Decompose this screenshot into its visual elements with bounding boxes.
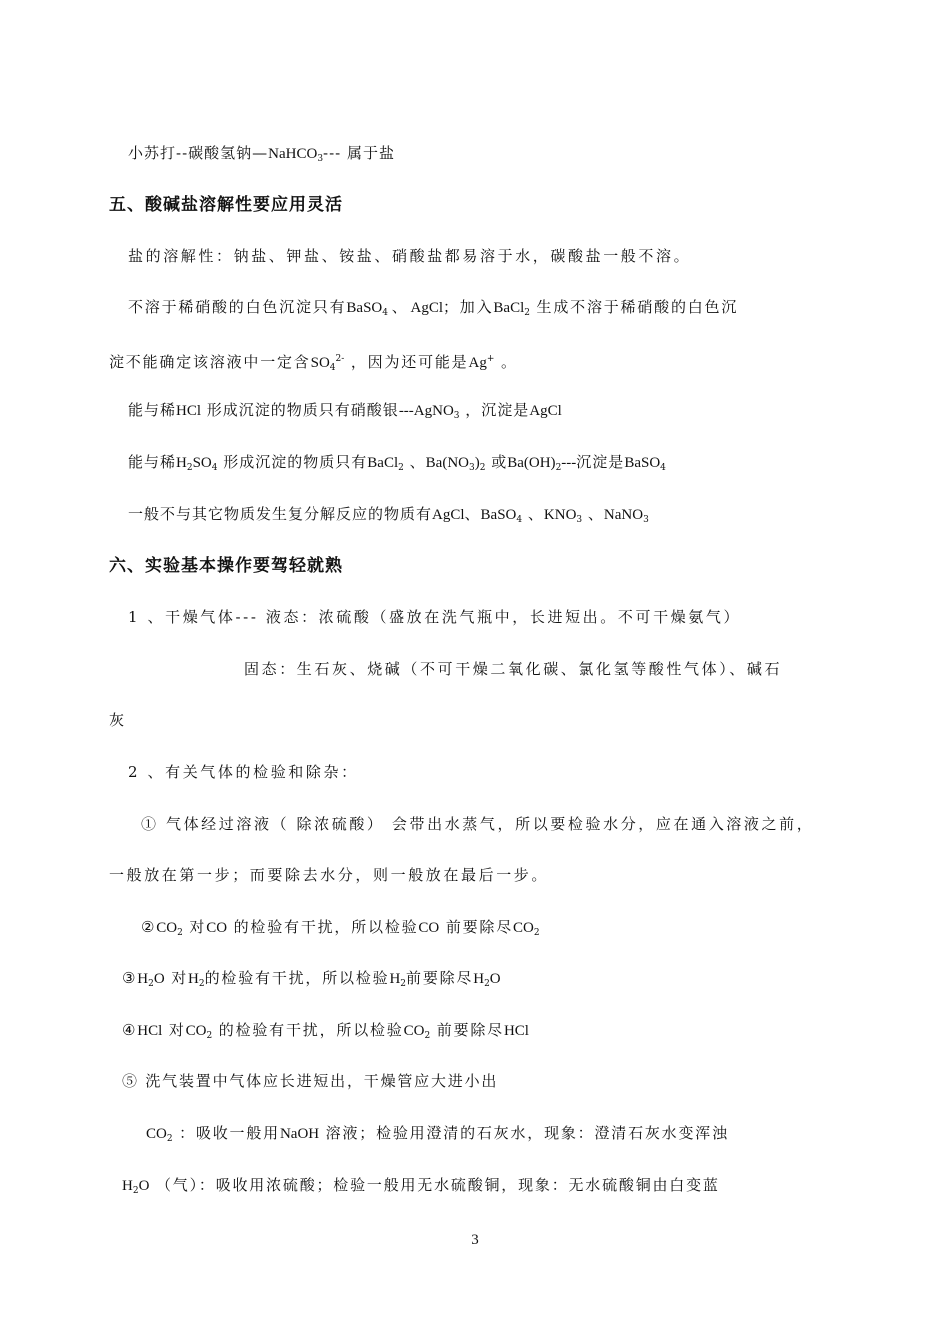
text-line xyxy=(122,1020,529,1046)
formula: AgCl xyxy=(529,403,562,419)
text-line: 一般放在第一步；而要除去水分，则一般放在最后一步。 xyxy=(109,866,550,884)
text-span: 、 xyxy=(582,505,604,523)
formula: HCl xyxy=(176,403,202,419)
formula: SO xyxy=(310,355,330,371)
subscript: 2 xyxy=(132,1186,139,1196)
text-line xyxy=(122,1175,720,1201)
formula: Ba(NO xyxy=(425,455,469,471)
formula: Ag xyxy=(468,355,487,371)
text-line: 固态：生石灰、烧碱（不可干燥二氧化碳、氯化氢等酸性气体）、碱石 xyxy=(244,660,783,678)
text-span: 对 xyxy=(164,969,189,987)
text-span: 的检验有干扰，所以检验 xyxy=(227,918,419,936)
text-line xyxy=(128,297,738,323)
formula: CO xyxy=(206,920,228,936)
formula: 、 AgCl xyxy=(387,300,443,316)
subscript: 3 xyxy=(643,515,649,525)
text-span: 对 xyxy=(162,1021,186,1039)
subscript: 4 xyxy=(660,463,666,473)
text-line: 灰 xyxy=(109,711,127,729)
subscript: 2 xyxy=(177,928,183,938)
section-heading: 五、酸碱盐溶解性要应用灵活 xyxy=(109,195,343,215)
text-span: 生成不溶于稀硝酸的白色沉 xyxy=(529,298,739,316)
text-span: ② xyxy=(141,918,157,936)
formula: O xyxy=(138,1178,150,1194)
subscript: 2 xyxy=(479,463,486,473)
text-span: ，沉淀是 xyxy=(459,401,530,419)
text-line: 2 、有关气体的检验和除杂： xyxy=(128,763,359,781)
text-line xyxy=(128,400,562,426)
formula: SO xyxy=(192,455,212,471)
text-span: （气）：吸收用浓硫酸；检验一般用无水硫酸铜，现象：无水硫酸铜由白变蓝 xyxy=(149,1176,720,1194)
formula: AgCl xyxy=(432,507,465,523)
formula: H xyxy=(188,971,199,987)
subscript: 3 xyxy=(468,463,475,473)
subscript: 2 xyxy=(398,463,404,473)
superscript: 2- xyxy=(335,354,345,364)
formula: H xyxy=(122,1178,133,1194)
formula: Ba(OH) xyxy=(507,455,556,471)
text-span: 小苏打--碳酸氢钠— xyxy=(128,144,269,162)
text-line xyxy=(128,143,395,169)
text-span: ；加入 xyxy=(443,298,494,316)
formula: CO xyxy=(418,920,440,936)
formula: BaSO xyxy=(346,300,383,316)
subscript: 2 xyxy=(198,979,205,989)
text-span: ④ xyxy=(122,1021,138,1039)
subscript: 3 xyxy=(317,154,324,164)
formula: NaOH xyxy=(279,1126,320,1142)
subscript: 3 xyxy=(576,515,583,525)
text-span: 、 xyxy=(464,505,481,523)
text-span: 不溶于稀硝酸的白色沉淀只有 xyxy=(128,298,347,316)
subscript: 2 xyxy=(186,463,193,473)
text-span: ，因为还可能是 xyxy=(344,353,469,371)
text-span: 对 xyxy=(182,918,207,936)
text-span: 的检验有干扰，所以检验 xyxy=(212,1021,404,1039)
text-span: 前要除尽 xyxy=(406,969,474,987)
text-line: 1 、干燥气体--- 液态：浓硫酸（盛放在洗气瓶中，长进短出。不可干燥氨气） xyxy=(128,608,742,626)
formula: NaHCO xyxy=(268,146,318,162)
formula: H xyxy=(137,971,149,987)
formula: BaSO xyxy=(480,507,517,523)
text-span: 。 xyxy=(494,353,518,371)
text-line xyxy=(141,917,540,943)
text-line: ⑤ 洗气装置中气体应长进短出，干燥管应大进小出 xyxy=(122,1072,499,1090)
subscript: 4 xyxy=(516,515,523,525)
text-span: 前要除尽 xyxy=(430,1021,504,1039)
text-span: ③ xyxy=(122,969,138,987)
section-heading: 六、实验基本操作要驾轻就熟 xyxy=(109,556,343,576)
formula: KNO xyxy=(543,507,577,523)
subscript: 4 xyxy=(329,363,336,373)
superscript: + xyxy=(486,354,495,364)
formula: CO xyxy=(146,1126,167,1142)
text-span: 形成沉淀的物质只有 xyxy=(217,453,368,471)
text-line xyxy=(146,1123,729,1149)
formula: BaSO xyxy=(624,455,661,471)
text-span: ：吸收一般用 xyxy=(172,1124,280,1142)
text-span: 、 xyxy=(522,505,544,523)
text-span: 沉淀是 xyxy=(576,453,625,471)
subscript: 2 xyxy=(148,979,154,989)
formula: HCl xyxy=(137,1023,163,1039)
text-span: 溶液；检验用澄清的石灰水，现象：澄清石灰水变浑浊 xyxy=(319,1124,729,1142)
formula: NaNO xyxy=(603,507,644,523)
formula: CO xyxy=(513,920,534,936)
subscript: 2 xyxy=(206,1031,213,1041)
formula: BaCl xyxy=(493,300,525,316)
text-span: 、 xyxy=(403,453,426,471)
text-span: 的检验有干扰，所以检验 xyxy=(204,969,390,987)
formula: CO xyxy=(156,920,178,936)
text-line: ① 气体经过溶液（ 除浓硫酸） 会带出水蒸气，所以要检验水分，应在通入溶液之前， xyxy=(141,815,815,833)
text-line: 盐的溶解性：钠盐、钾盐、铵盐、硝酸盐都易溶于水，碳酸盐一般不溶。 xyxy=(128,247,692,265)
formula: --- xyxy=(561,455,577,471)
formula: O xyxy=(489,971,501,987)
subscript: 2 xyxy=(533,928,540,938)
text-span: 能与稀 xyxy=(128,453,177,471)
subscript: 2 xyxy=(555,463,562,473)
formula: ) xyxy=(474,455,480,471)
formula: H xyxy=(176,455,187,471)
subscript: 2 xyxy=(400,979,407,989)
text-span: 一般不与其它物质发生复分解反应的物质有 xyxy=(128,505,433,523)
text-span: 形成沉淀的物质只有硝酸银 xyxy=(201,401,399,419)
subscript: 4 xyxy=(382,308,388,318)
subscript: 4 xyxy=(211,463,218,473)
formula: H xyxy=(473,971,485,987)
text-span: 或 xyxy=(485,453,508,471)
subscript: 2 xyxy=(524,308,530,318)
formula: CO xyxy=(403,1023,425,1039)
text-span: 淀不能确定该溶液中一定含 xyxy=(109,353,311,371)
formula: HCl xyxy=(503,1023,529,1039)
text-span: 能与稀 xyxy=(128,401,177,419)
formula: CO xyxy=(185,1023,207,1039)
formula: ---AgNO xyxy=(398,403,454,419)
text-line xyxy=(109,349,518,378)
text-span: 前要除尽 xyxy=(439,918,514,936)
subscript: 2 xyxy=(424,1031,431,1041)
text-line xyxy=(128,452,666,478)
formula: BaCl xyxy=(367,455,399,471)
formula: H xyxy=(389,971,401,987)
subscript: 2 xyxy=(484,979,490,989)
text-line xyxy=(122,968,501,994)
page-number: 3 xyxy=(471,1232,479,1248)
subscript: 3 xyxy=(453,411,460,421)
formula: O xyxy=(153,971,165,987)
text-span: --- 属于盐 xyxy=(323,144,396,162)
subscript: 2 xyxy=(166,1134,173,1144)
text-line xyxy=(128,504,649,530)
